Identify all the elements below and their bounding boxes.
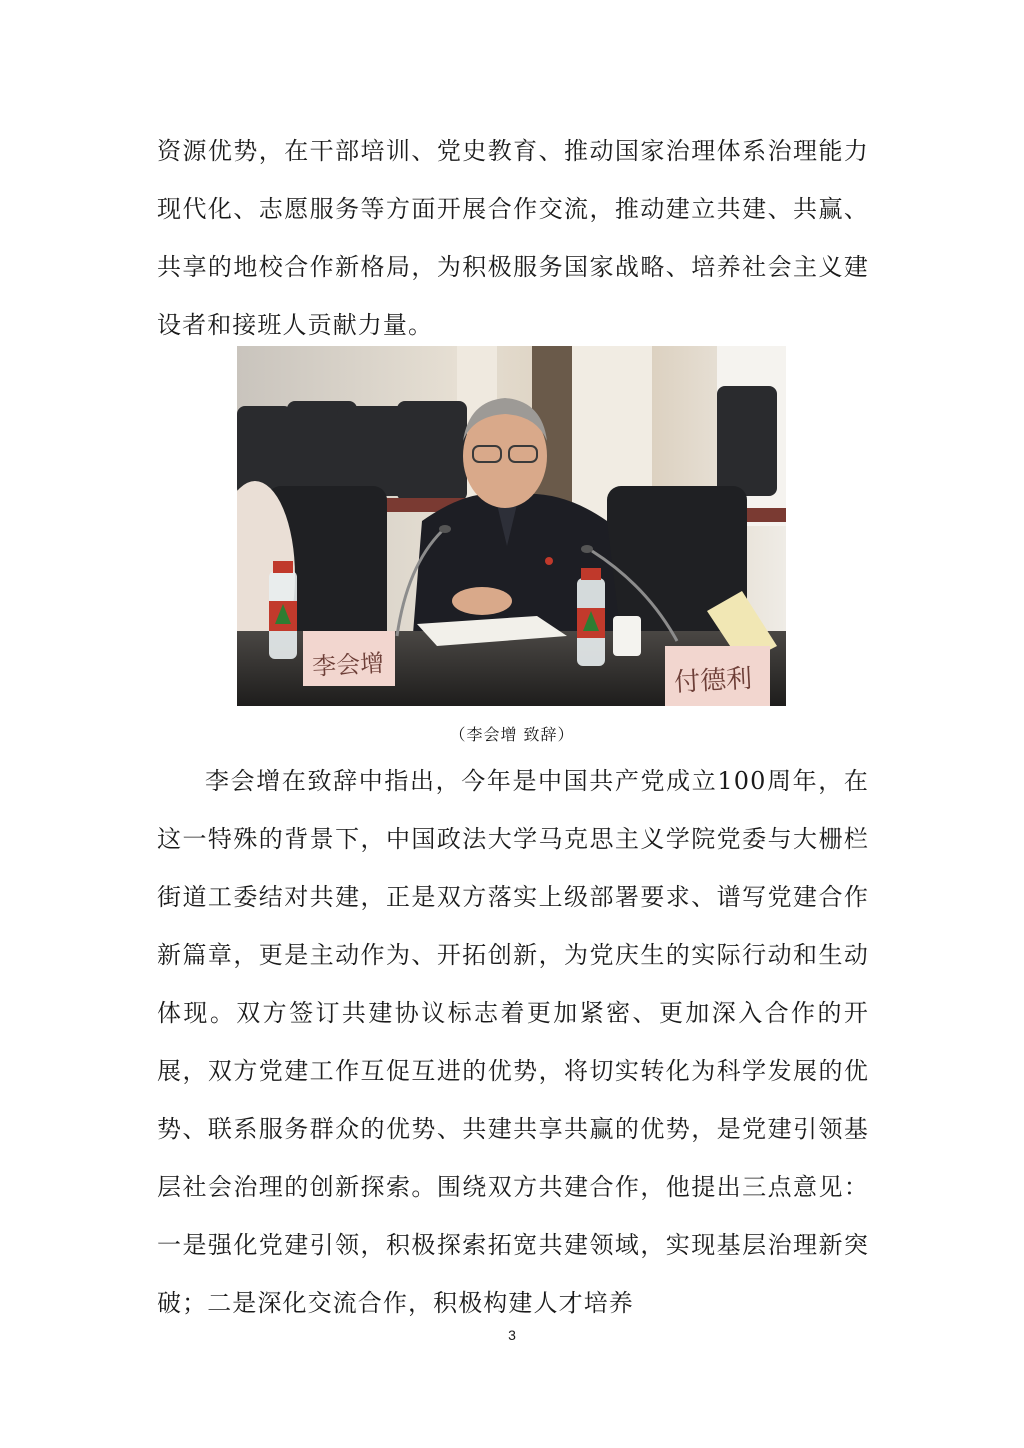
body-paragraph-1: 资源优势，在干部培训、党史教育、推动国家治理体系治理能力现代化、志愿服务等方面开展合作交流，推动建立共建、共赢、共享的地校合作新格局，为积极服务国家战略、培养社会主义建设者和接班人贡献力量。 bbox=[157, 137, 869, 339]
body-paragraph-2: 李会增在致辞中指出，今年是中国共产党成立100周年，在这一特殊的背景下，中国政法大学马克思主义学院党委与大栅栏街道工委结对共建，正是双方落实上级部署要求、谱写党建合作新篇章，更是主动作为、开拓创新，为党庆生的实际行动和生动体现。双方签订共建协议标志着更加紧密、更加深入合作的开展，双方党建工作互促互进的优势，将切实转化为科学发展的优势、联系服务群众的优势、共建共享共赢的优势，是党建引领基层社会治理的创新探索。围绕双方共建合作，他提出三点意见：一是强化党建引领，积极探索拓宽共建领域，实现基层治理新突破；二是深化交流合作，积极构建人才培养 bbox=[157, 767, 869, 1317]
photo-caption: （李会增 致辞） bbox=[449, 725, 575, 744]
name-card-left-label: 李会增 bbox=[311, 649, 385, 681]
page-number: 3 bbox=[508, 1327, 516, 1343]
name-card-right-label: 付德利 bbox=[673, 663, 753, 699]
